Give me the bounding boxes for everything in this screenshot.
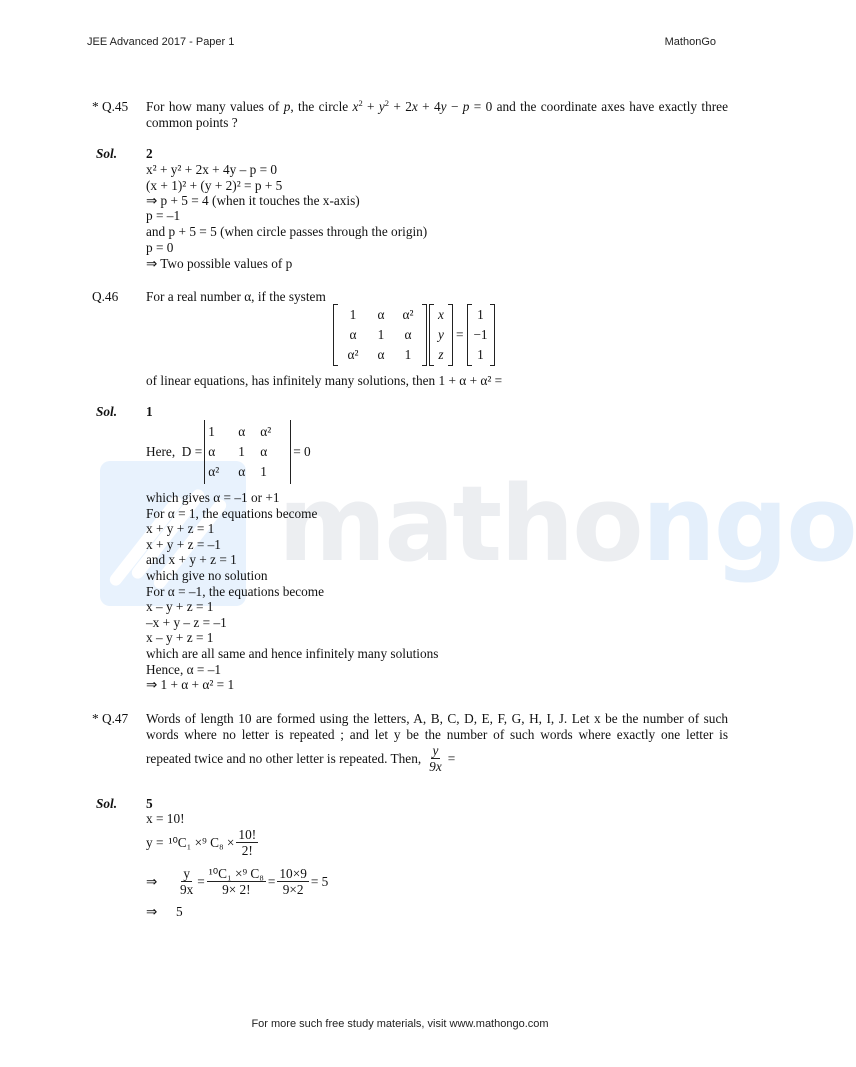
solution-line: which are all same and hence infinitely many solutions (146, 646, 439, 661)
solution-line: ⇒ $\frac{y}{9x}$ = $\frac{\text{¹⁰C₁ ×⁹ C₈}}{9\times 2!}$ = $\frac{10\times 9}{9\times 2}$ = 5 (146, 866, 329, 897)
solution-line: which gives α = –1 or +1 (146, 490, 280, 505)
solution-answer: 1 (146, 404, 153, 419)
question-text: repeated twice and no other letter is repeated. Then, $\frac{y}{9x}$ = (146, 743, 456, 774)
solution-line: p = 0 (146, 240, 174, 255)
question-text: Words of length 10 are formed using the letters, A, B, C, D, E, F, G, H, I, J. Let x be the number of such (146, 711, 728, 726)
solution-line: x – y + z = 1 (146, 599, 214, 614)
solution-line: For α = –1, the equations become (146, 584, 325, 599)
footer-note: For more such free study materials, visit www.mathongo.com (251, 1018, 549, 1030)
solution-line: p = –1 (146, 208, 181, 223)
solution-line: and x + y + z = 1 (146, 552, 237, 567)
solution-line: ⇒ Two possible values of p (146, 256, 293, 271)
solution-line: ⇒ p + 5 = 4 (when it touches the x-axis) (146, 193, 360, 208)
question-label: Q.46 (92, 289, 119, 304)
solution-line: x² + y² + 2x + 4y – p = 0 (146, 162, 278, 177)
question-text: words where no letter is repeated ; and let y be the number of such words where exactly one letter is (146, 727, 728, 742)
solution-line: y = ¹⁰C₁ ×⁹ C₈ × $\frac{10!}{2!}$ (146, 827, 257, 858)
solution-line: x + y + z = –1 (146, 537, 221, 552)
solution-label: Sol. (96, 796, 118, 811)
determinant-equation: Here, D = 1 α α² α 1 α α² α 1 = 0 (146, 420, 311, 484)
solution-line: Hence, α = –1 (146, 662, 222, 677)
watermark-text: mathongo (278, 463, 856, 585)
solution-line: x = 10! (146, 811, 185, 826)
solution-line: x + y + z = 1 (146, 521, 215, 536)
solution-line: –x + y – z = –1 (146, 615, 227, 630)
question-label: * Q.45 (92, 99, 129, 114)
solution-answer: 5 (146, 796, 153, 811)
solution-label: Sol. (96, 404, 118, 419)
solution-line: which give no solution (146, 568, 268, 583)
solution-line: and p + 5 = 5 (when circle passes through the origin) (146, 224, 428, 239)
solution-line: ⇒ 5 (146, 904, 183, 919)
solution-label: Sol. (96, 146, 118, 161)
question-text: For how many values of p, the circle $x^2 + y^2 + 2x + 4y - p = 0$ and the coordinate axes have exactly three common points ? (146, 98, 728, 130)
matrix-equation: 1 α α² α 1 α α² α 1 x y z = 1 −1 1 (333, 304, 495, 366)
question-text: of linear equations, has infinitely many solutions, then 1 + α + α² = (146, 373, 503, 388)
header-title: JEE Advanced 2017 - Paper 1 (87, 36, 235, 48)
solution-line: For α = 1, the equations become (146, 506, 318, 521)
solution-line: (x + 1)² + (y + 2)² = p + 5 (146, 178, 283, 193)
solution-answer: 2 (146, 146, 153, 161)
question-label: * Q.47 (92, 711, 129, 726)
question-text: For a real number α, if the system (146, 289, 326, 304)
header-brand: MathonGo (664, 36, 716, 48)
solution-line: ⇒ 1 + α + α² = 1 (146, 677, 235, 692)
solution-line: x – y + z = 1 (146, 630, 214, 645)
